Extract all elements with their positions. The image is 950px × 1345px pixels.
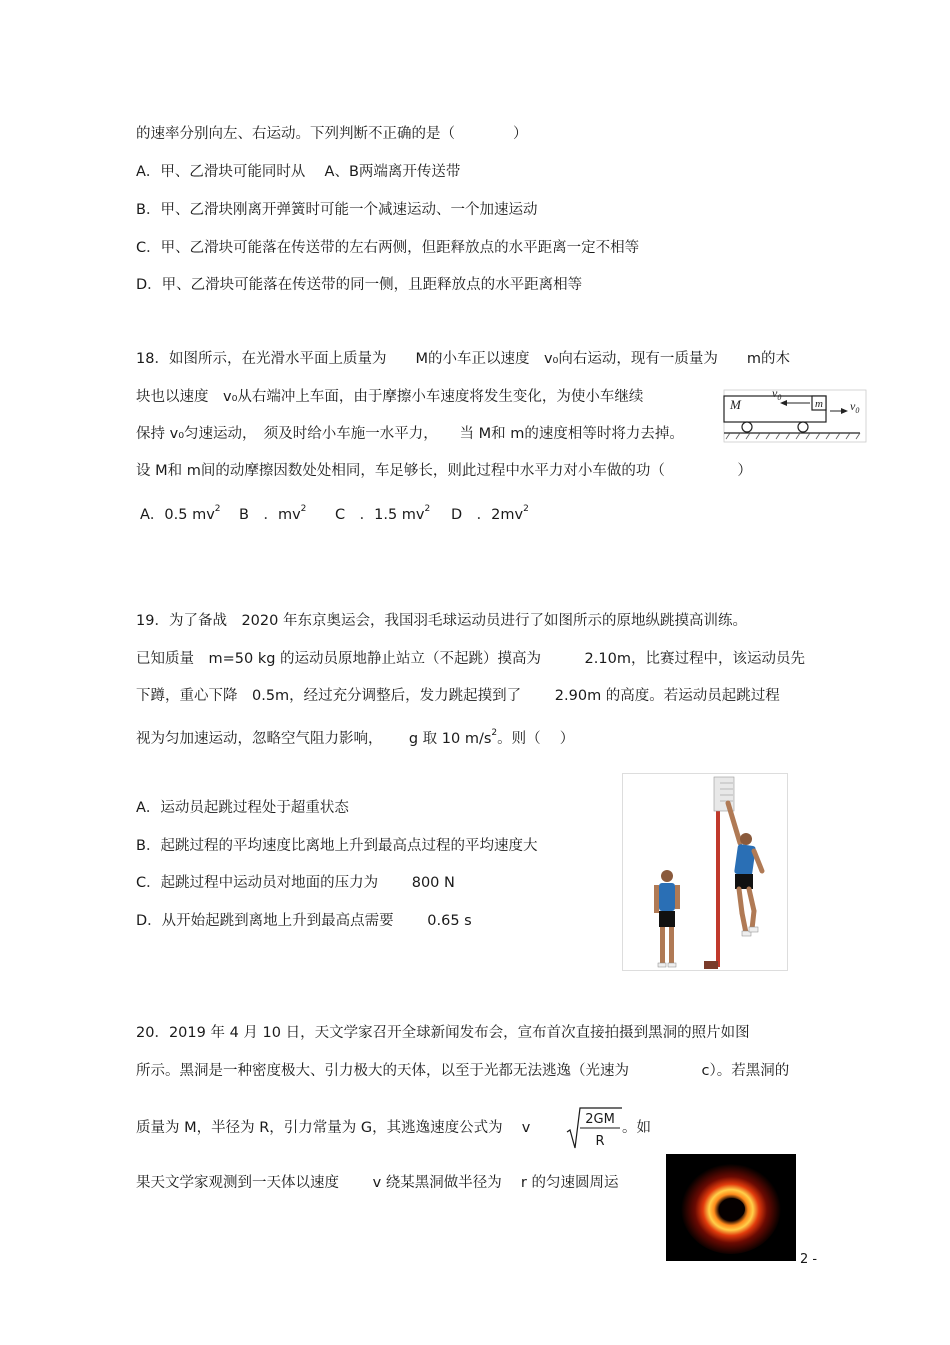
q18-option-d: D ．$2mv^2$ (451, 504, 529, 523)
black-hole-photo (666, 1154, 796, 1261)
q20-line-3-end: 。如 (622, 1120, 651, 1136)
q20-line-3: 质量为 M，半径为 R，引力常量为 G，其逃逸速度公式为 v (136, 1120, 531, 1136)
q20-line-4: 果天文学家观测到一天体以速度 v 绕某黑洞做半径为 r 的匀速圆周运 (136, 1175, 619, 1191)
q17-option-b: B．甲、乙滑块刚离开弹簧时可能一个减速运动、一个加速运动 (136, 202, 538, 218)
jump-training-photo (622, 773, 788, 971)
q18-option-c: C ．1.5 $mv^2$ (335, 504, 431, 523)
q20-line-2: 所示。黑洞是一种密度极大、引力极大的天体，以至于光都无法逃逸（光速为 c）。若黑洞的 (136, 1063, 790, 1079)
q18-option-b: B ．$mv^2$ (239, 504, 307, 523)
page-number: 2 - (800, 1252, 818, 1267)
q17-tail-text: 的速率分别向左、右运动。下列判断不正确的是（ (136, 126, 455, 142)
v0-right-label: $v_0$ (850, 399, 860, 415)
formula-numerator: 2GM (585, 1112, 615, 1127)
cart-block-figure (720, 386, 868, 444)
q17-option-c: C．甲、乙滑块可能落在传送带的左右两侧，但距释放点的水平距离一定不相等 (136, 240, 640, 256)
q19-option-a: A．运动员起跳过程处于超重状态 (136, 800, 349, 816)
q17-tail-line (136, 124, 528, 144)
q19-option-b: B．起跳过程的平均速度比离地上升到最高点过程的平均速度大 (136, 838, 538, 854)
q19-option-d: D．从开始起跳到离地上升到最高点需要 0.65 s (136, 913, 472, 929)
q19-option-c: C．起跳过程中运动员对地面的压力为 800 N (136, 875, 455, 891)
q19-line-1: 19．为了备战 2020 年东京奥运会，我国羽毛球运动员进行了如图所示的原地纵跳摸高训练。 (136, 613, 747, 629)
q18-line-3: 保持 v₀匀速运动， 须及时给小车施一水平力， 当 M和 m的速度相等时将力去掉。 (136, 426, 684, 442)
q19-line-3: 下蹲，重心下降 0.5m，经过充分调整后，发力跳起摸到了 2.90m 的高度。若运动员起跳过程 (136, 688, 780, 704)
wheel-left (742, 422, 752, 432)
q18-line-2: 块也以速度 v₀从右端冲上车面，由于摩擦小车速度将发生变化，为使小车继续 (136, 389, 644, 405)
escape-velocity-formula (566, 1104, 622, 1150)
q17-tail-paren: ） (513, 126, 528, 142)
q18-option-a: A．0.5 $mv^2$ (140, 504, 221, 523)
q19-line-4: 视为匀加速运动，忽略空气阻力影响， g 取 10 $m/s^2$。则（ ） (136, 728, 575, 747)
q17-option-a: A．甲、乙滑块可能同时从 A、B两端离开传送带 (136, 164, 461, 180)
formula-denominator: R (595, 1134, 605, 1149)
v0-top-label: $v_0$ (772, 386, 782, 402)
wheel-right (798, 422, 808, 432)
q18-line-1: 18．如图所示，在光滑水平面上质量为 M的小车正以速度 v₀向右运动，现有一质量为 m的木 (136, 351, 790, 367)
block-label-m: m (815, 398, 823, 410)
cart-label-M: M (730, 397, 741, 412)
q19-line-2: 已知质量 m=50 kg 的运动员原地静止站立（不起跳）摸高为 2.10m，比赛过程中，该运动员先 (136, 651, 805, 667)
q17-option-d: D．甲、乙滑块可能落在传送带的同一侧，且距释放点的水平距离相等 (136, 277, 583, 293)
q20-line-1: 20．2019 年 4 月 10 日，天文学家召开全球新闻发布会，宣布首次直接拍摄到黑洞的照片如图 (136, 1025, 750, 1041)
q18-line-4: 设 M和 m间的动摩擦因数处处相同，车足够长，则此过程中水平力对小车做的功（ ） (136, 463, 752, 479)
